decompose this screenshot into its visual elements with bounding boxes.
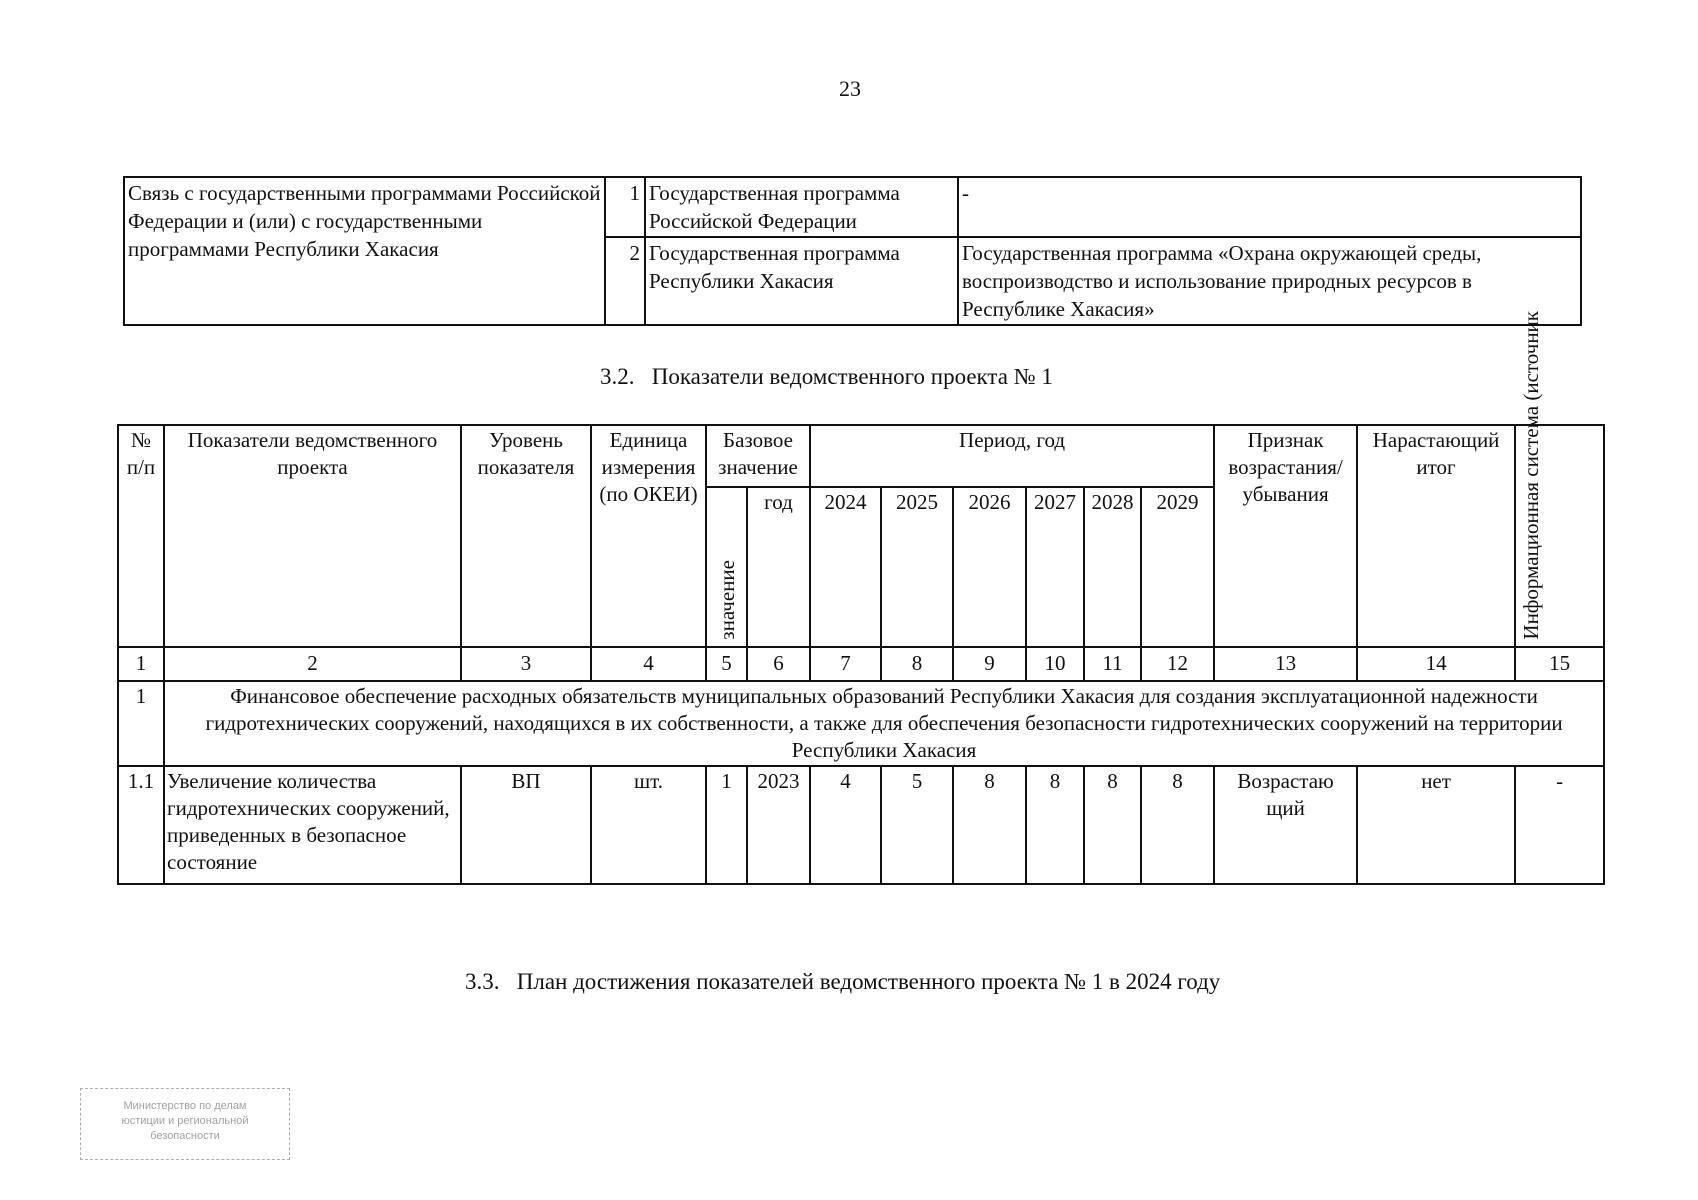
row-info: -: [1515, 766, 1604, 884]
links-row-value: -: [958, 177, 1581, 237]
col-index: 3: [461, 647, 591, 681]
header-period: Период, год: [810, 425, 1214, 487]
header-base: Базовое значение: [706, 425, 810, 487]
links-row-num: 2: [605, 237, 645, 325]
section-number: 3.3.: [465, 969, 500, 994]
col-index: 11: [1084, 647, 1141, 681]
header-base-value-wrap: [707, 488, 746, 646]
header-base-value-cell: [706, 487, 747, 647]
col-index: 15: [1515, 647, 1604, 681]
header-base-value: значение: [714, 560, 739, 640]
row-value-2029: 8: [1141, 766, 1214, 884]
links-row-num: 1: [605, 177, 645, 237]
links-row-1: [124, 177, 1581, 237]
header-trend: Признак возрастания/ убывания: [1214, 425, 1357, 647]
links-row-value: Государственная программа «Охрана окружающей среды, воспроизводство и использование природных ресурсов в Республике Хакасия»: [958, 237, 1581, 325]
header-num: № п/п: [118, 425, 164, 647]
header-level: Уровень показателя: [461, 425, 591, 647]
column-index-row: [118, 647, 1604, 681]
header-base-year: год: [747, 487, 810, 647]
registry-stamp: [80, 1088, 290, 1160]
header-year: 2029: [1141, 487, 1214, 647]
row-trend: Возрастаю щий: [1214, 766, 1357, 884]
group-title: Финансовое обеспечение расходных обязательств муниципальных образований Республики Хакасия для создания эксплуатационной надежности гидротехнических сооружений, находящихся в их собственности, а также для обеспечения безопасности гидротехнических сооружений на территории Республики Хакасия: [164, 681, 1604, 766]
col-index: 8: [881, 647, 953, 681]
row-unit: шт.: [591, 766, 706, 884]
col-index: 1: [118, 647, 164, 681]
header-unit: Единица измерения (по ОКЕИ): [591, 425, 706, 647]
row-num: 1.1: [118, 766, 164, 884]
page-number: 23: [839, 76, 861, 101]
col-index: 14: [1357, 647, 1515, 681]
header-year: 2027: [1026, 487, 1084, 647]
col-index: 13: [1214, 647, 1357, 681]
row-base-year: 2023: [747, 766, 810, 884]
links-label: Связь с государственными программами Российской Федерации и (или) с государственными программами Республики Хакасия: [124, 177, 605, 325]
header-cumulative: Нарастающий итог: [1357, 425, 1515, 647]
links-row-type: Государственная программа Российской Федерации: [645, 177, 958, 237]
program-links-table: [123, 176, 1582, 326]
row-base-value: 1: [706, 766, 747, 884]
row-value-2024: 4: [810, 766, 881, 884]
header-year: 2026: [953, 487, 1026, 647]
section-title: Показатели ведомственного проекта № 1: [651, 364, 1053, 389]
row-value-2026: 8: [953, 766, 1026, 884]
header-year: 2024: [810, 487, 881, 647]
row-value-2027: 8: [1026, 766, 1084, 884]
header-info-cell: [1515, 311, 1604, 647]
row-name: Увеличение количества гидротехнических сооружений, приведенных в безопасное состояние: [164, 766, 461, 884]
col-index: 4: [591, 647, 706, 681]
row-value-2025: 5: [881, 766, 953, 884]
col-index: 2: [164, 647, 461, 681]
col-index: 5: [706, 647, 747, 681]
links-row-type: Государственная программа Республики Хакасия: [645, 237, 958, 325]
row-cumulative: нет: [1357, 766, 1515, 884]
col-index: 12: [1141, 647, 1214, 681]
col-index: 10: [1026, 647, 1084, 681]
col-index: 9: [953, 647, 1026, 681]
section-3-3-heading: [465, 969, 1220, 995]
col-index: 7: [810, 647, 881, 681]
header-year: 2028: [1084, 487, 1141, 647]
stamp-line: юстиции и региональной: [121, 1115, 249, 1127]
header-row-top: [118, 425, 1604, 487]
table-row: [118, 766, 1604, 884]
header-info-wrap: [1516, 311, 1603, 640]
section-number: 3.2.: [600, 364, 635, 389]
group-num: 1: [118, 681, 164, 766]
header-info: Информационная система (источник: [1518, 311, 1543, 640]
row-level: ВП: [461, 766, 591, 884]
group-row: [118, 681, 1604, 766]
stamp-line: безопасности: [150, 1130, 220, 1142]
stamp-line: Министерство по делам: [123, 1100, 247, 1112]
header-name: Показатели ведомственного проекта: [164, 425, 461, 647]
section-title: План достижения показателей ведомственного проекта № 1 в 2024 году: [516, 969, 1221, 994]
row-value-2028: 8: [1084, 766, 1141, 884]
section-3-2-heading: [600, 364, 1053, 390]
header-year: 2025: [881, 487, 953, 647]
col-index: 6: [747, 647, 810, 681]
